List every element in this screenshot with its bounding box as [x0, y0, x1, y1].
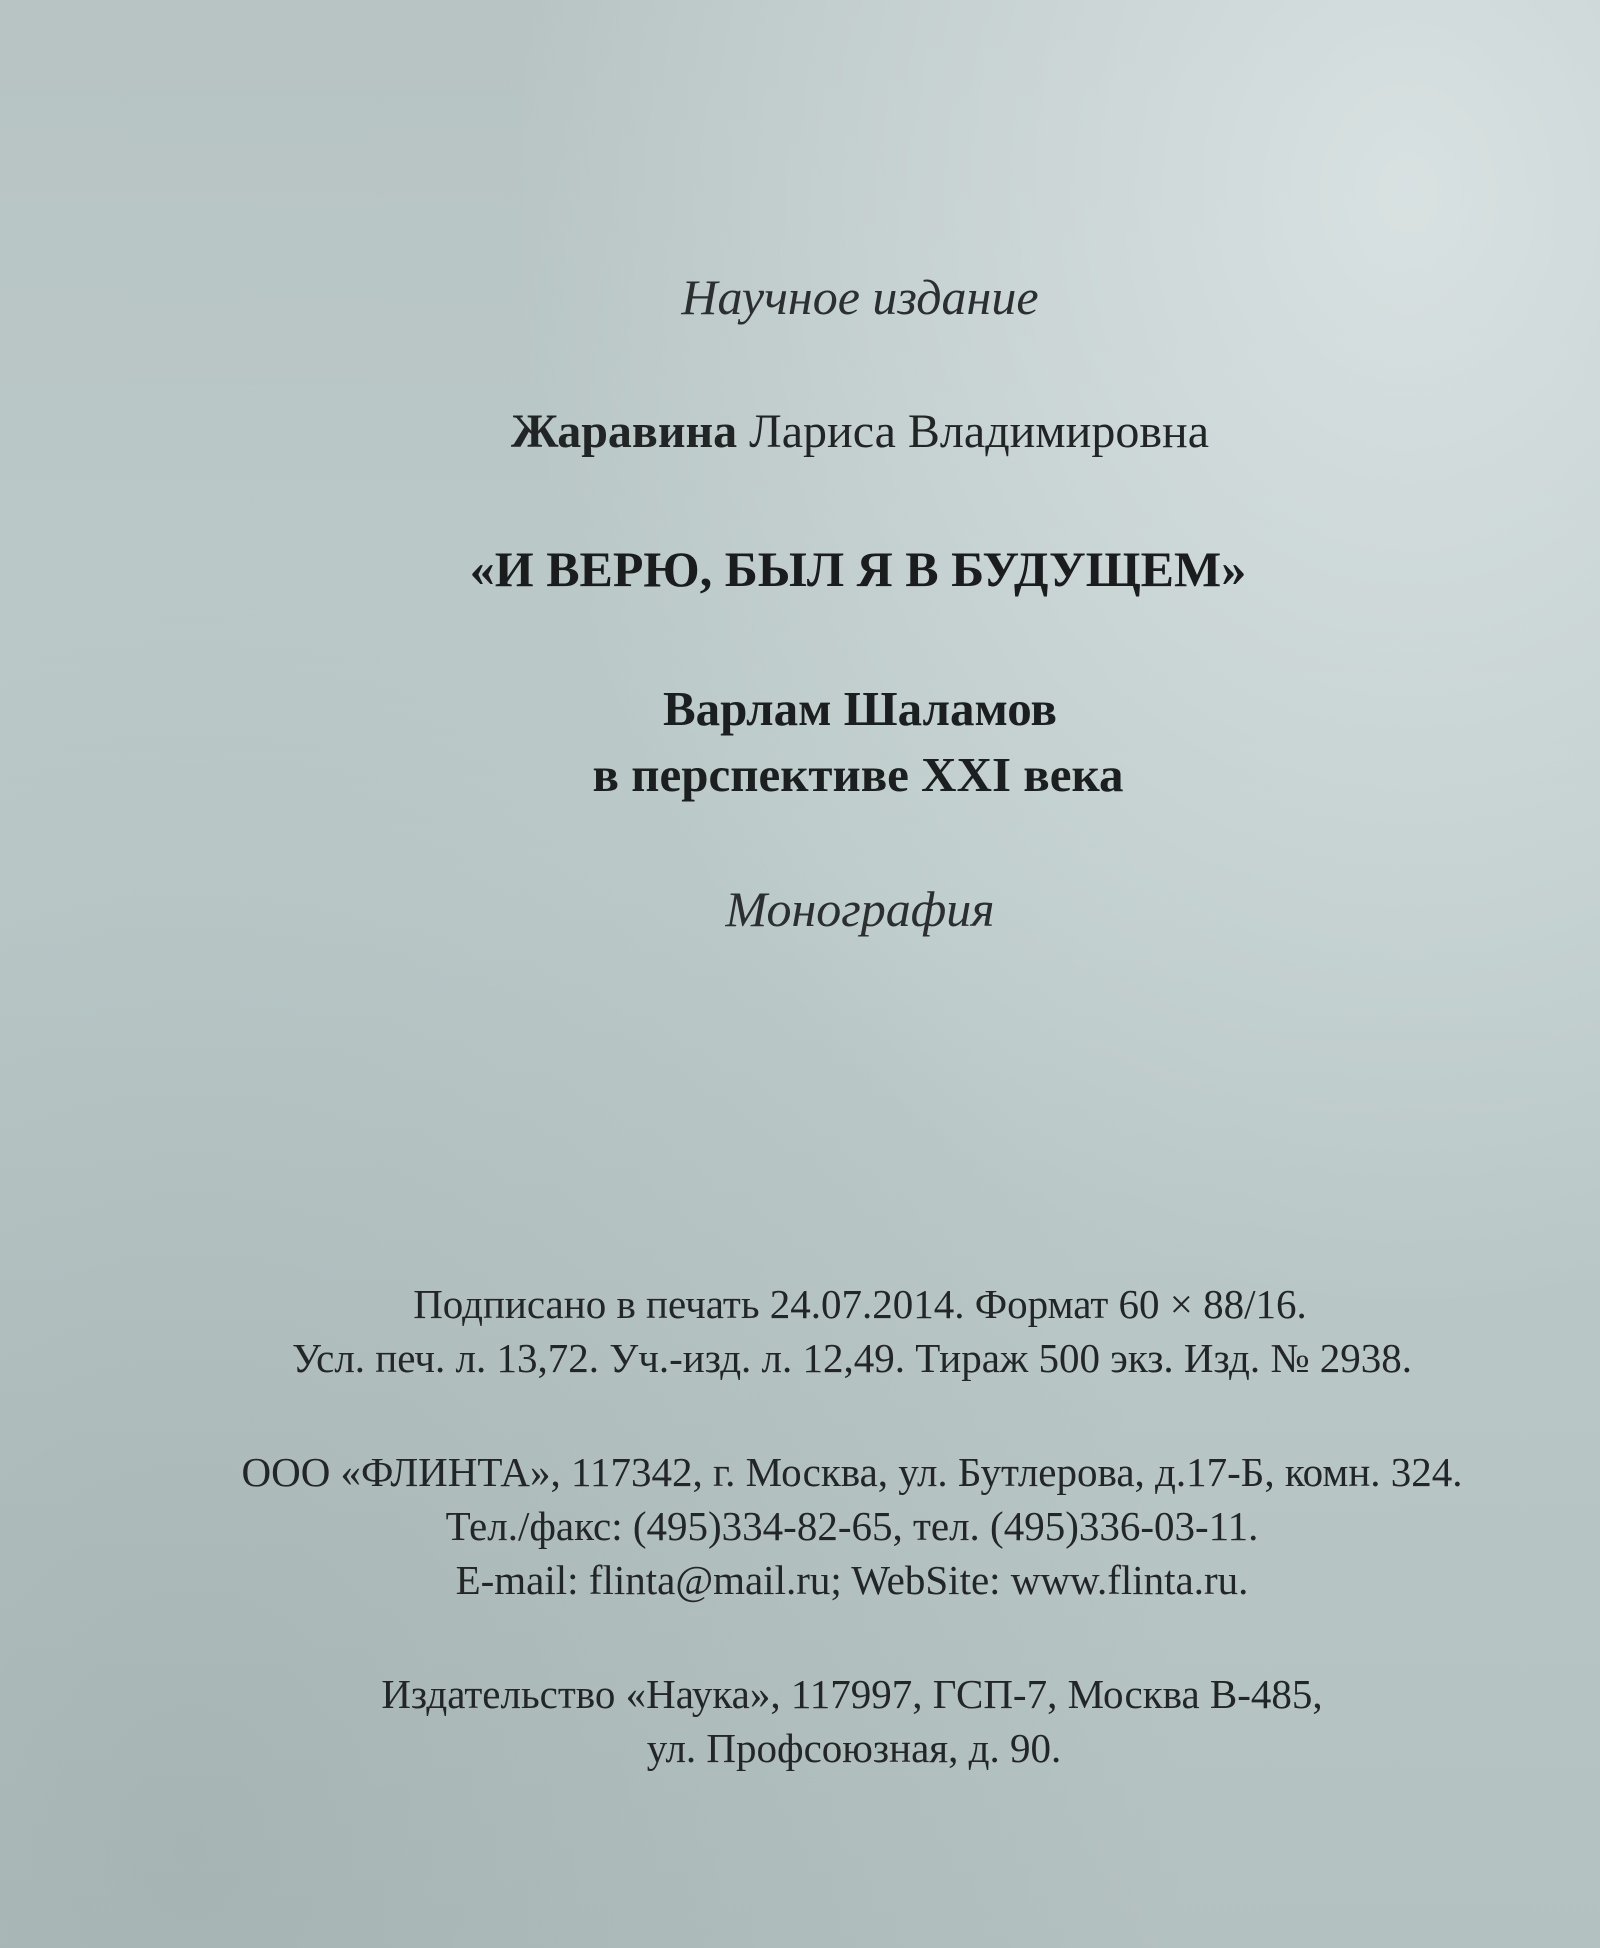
publisher-contacts: E-mail: flinta@mail.ru; WebSite: www.flinta.ru. [455, 1557, 1249, 1603]
author-line [60, 404, 1600, 459]
publisher-address: ООО «ФЛИНТА», 117342, г. Москва, ул. Бутлерова, д.17-Б, комн. 324. [241, 1449, 1463, 1495]
imprint-sheet-details: Усл. печ. л. 13,72. Уч.-изд. л. 12,49. Тираж 500 экз. Изд. № 2938. [292, 1335, 1412, 1381]
imprint-print-details: Подписано в печать 24.07.2014. Формат 60 × 88/16. [413, 1281, 1307, 1327]
subtitle-line-2: в перспективе XXI века [592, 747, 1124, 802]
series-label: Научное издание [681, 269, 1039, 325]
author-given-names: Лариса Владимировна [749, 405, 1210, 458]
co-publisher-line-2: ул. Профсоюзная, д. 90. [646, 1725, 1062, 1771]
author-surname: Жаравина [510, 405, 738, 458]
subtitle-line-1: Варлам Шаламов [662, 681, 1058, 736]
book-title: «И ВЕРЮ, БЫЛ Я В БУДУЩЕМ» [469, 541, 1247, 597]
genre-label: Монография [725, 881, 995, 937]
co-publisher-line-1: Издательство «Наука», 117997, ГСП-7, Москва В-485, [381, 1671, 1323, 1717]
publisher-phones: Тел./факс: (495)334-82-65, тел. (495)336-03-11. [445, 1503, 1259, 1549]
